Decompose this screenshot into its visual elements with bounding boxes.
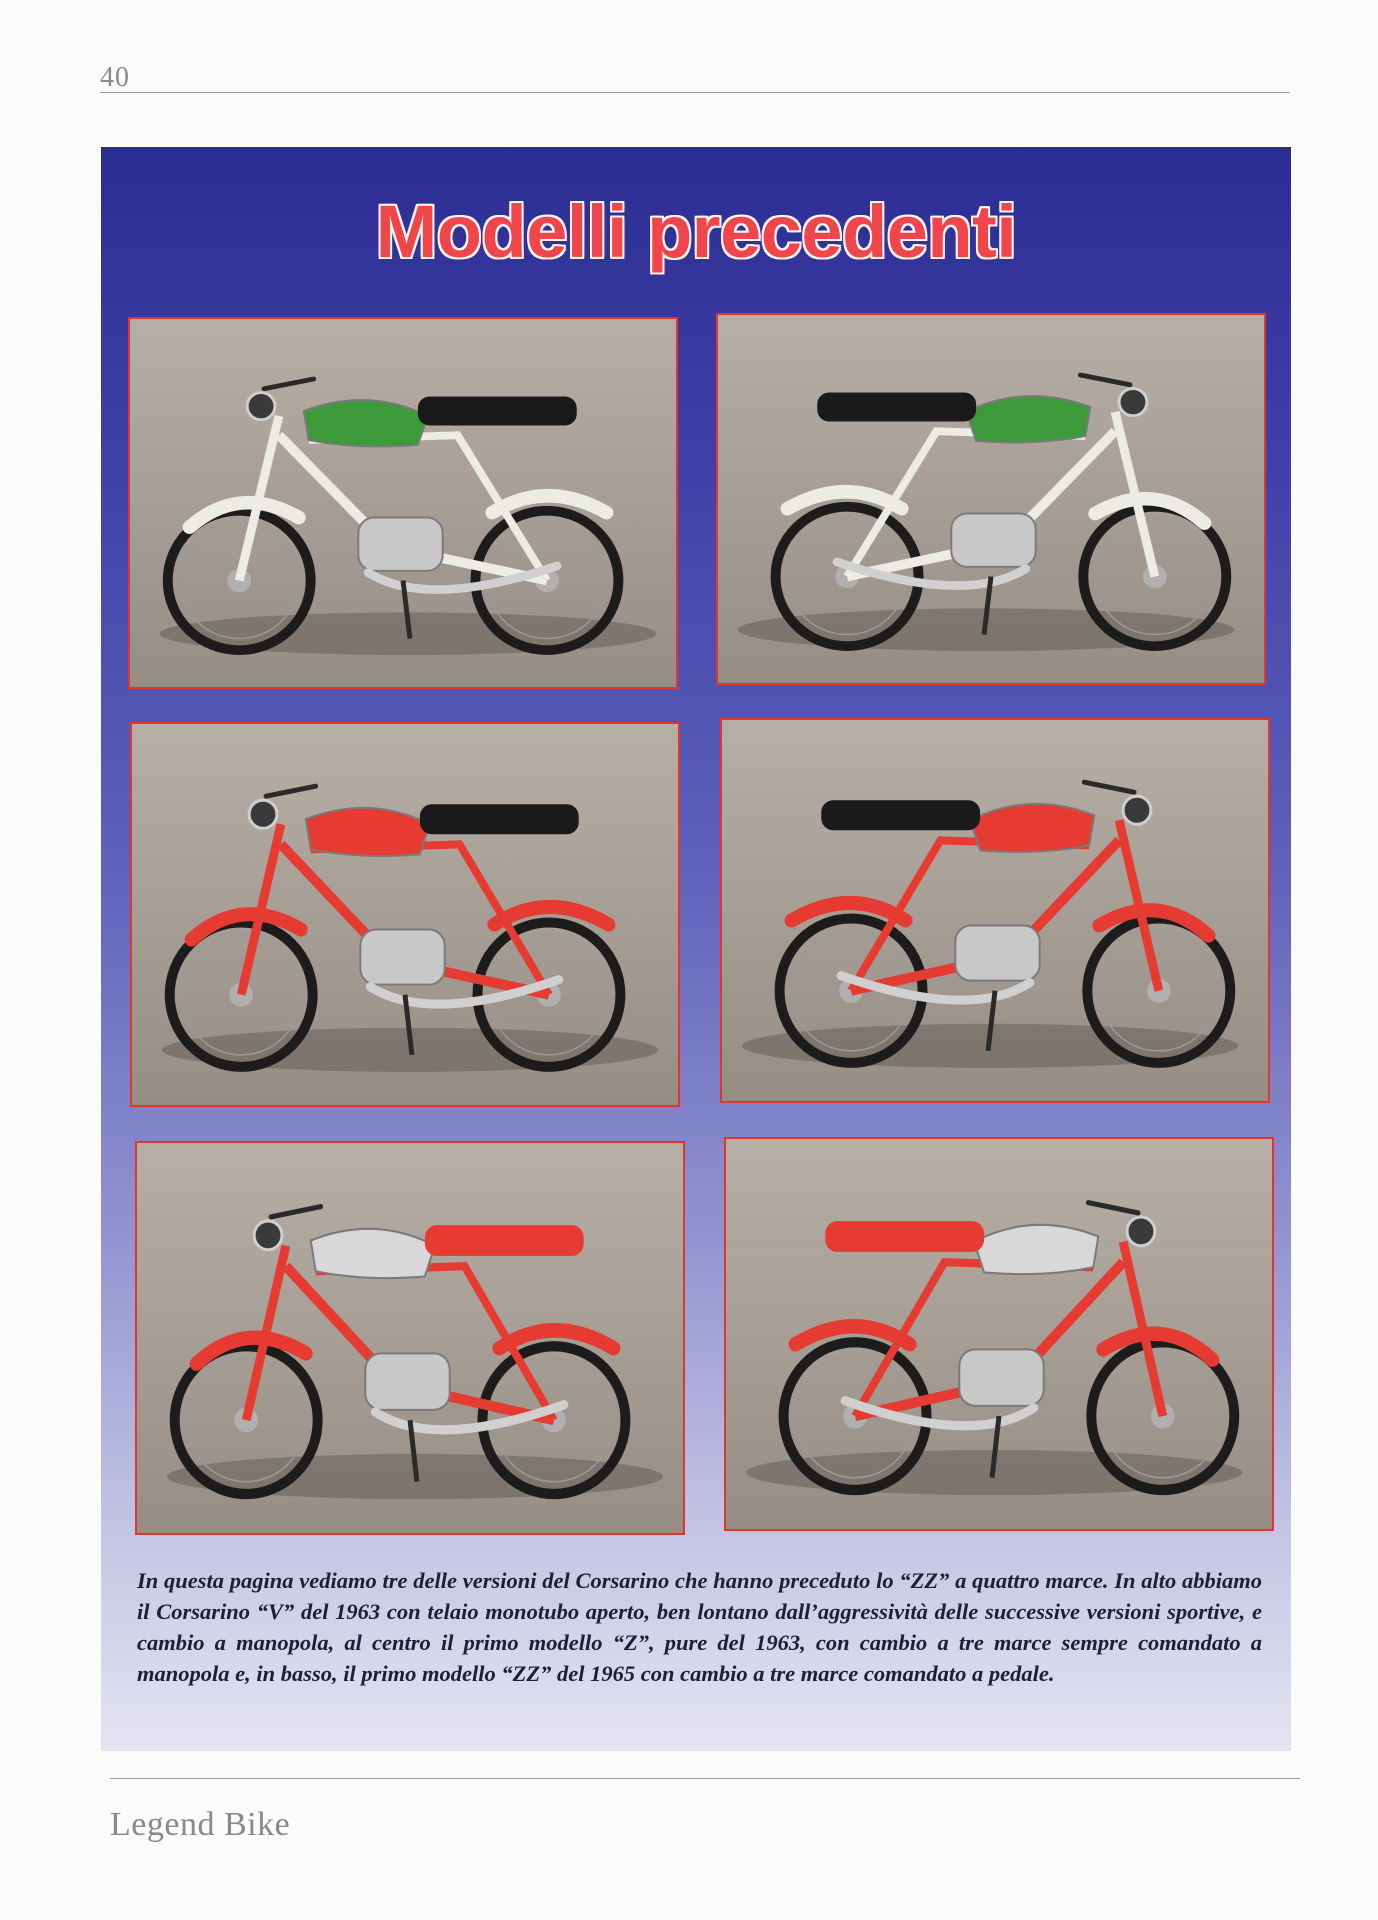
photo-corsarino-v-left: [128, 317, 678, 689]
panel-title: Modelli precedenti: [375, 190, 1017, 273]
motorcycle-icon: [130, 319, 676, 687]
header-divider: [100, 92, 1290, 93]
photo-corsarino-v-right: [716, 313, 1266, 685]
photo-caption: In questa pagina vediamo tre delle versioni del Corsarino che hanno preceduto lo “ZZ” a quattro marce. In alto abbiamo il Corsarino “V” del 1963 con telaio monotubo aperto, ben lontano dall’aggressività delle successive versioni sportive, e cambio a manopola, al centro il primo modello “Z”, pure del 1963, con cambio a tre marce sempre comandato a manopola e, in basso, il primo modello “ZZ” del 1965 con cambio a tre marce comandato a pedale.: [137, 1568, 1262, 1686]
motorcycle-icon: [726, 1139, 1272, 1529]
motorcycle-icon: [132, 724, 678, 1105]
motorcycle-icon: [722, 720, 1268, 1101]
photo-corsarino-z-right: [720, 718, 1270, 1103]
feature-panel: [101, 147, 1291, 1751]
photo-corsarino-zz-right: [724, 1137, 1274, 1531]
footer-brand: Legend Bike: [110, 1806, 291, 1843]
photo-corsarino-z-left: [130, 722, 680, 1107]
footer-divider: [110, 1778, 1300, 1779]
page-number: 40: [100, 62, 130, 93]
photo-corsarino-zz-left: [135, 1141, 685, 1535]
motorcycle-icon: [718, 315, 1264, 683]
motorcycle-icon: [137, 1143, 683, 1533]
